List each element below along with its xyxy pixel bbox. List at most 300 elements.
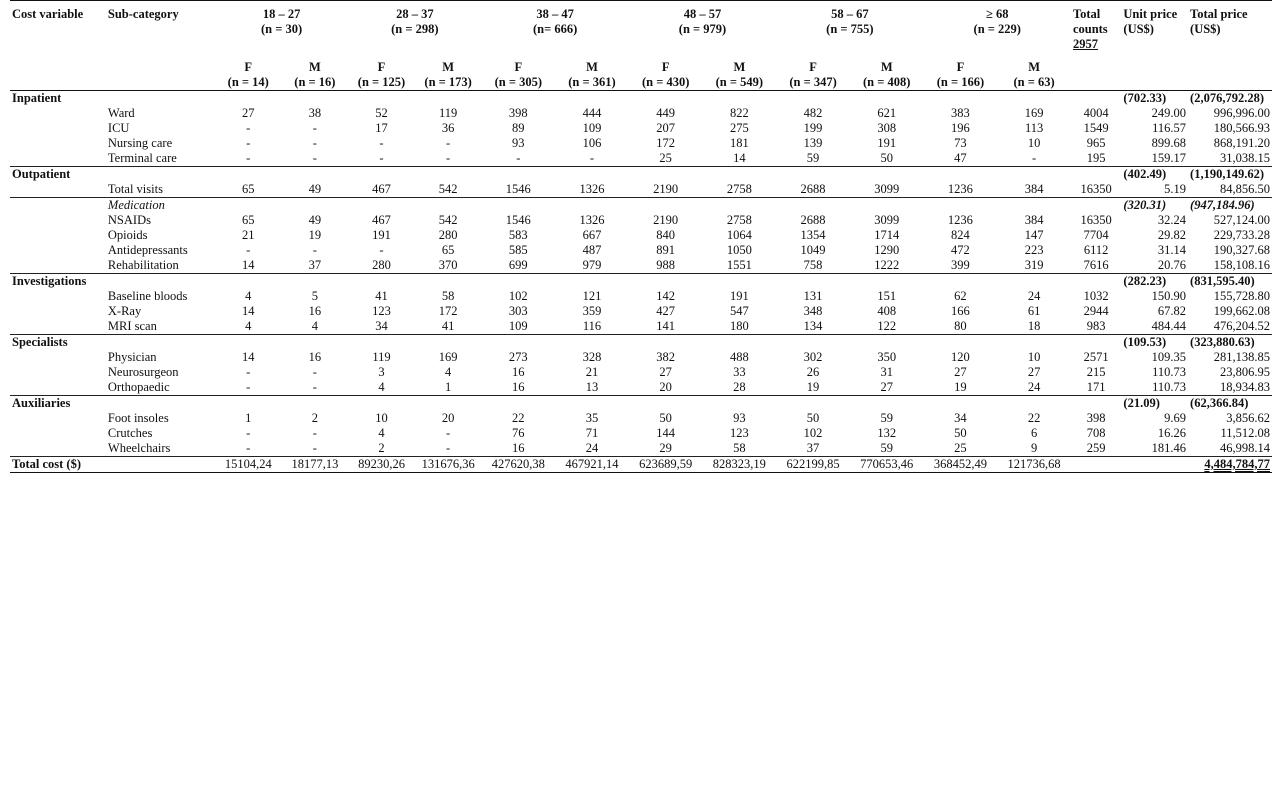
empty-cell xyxy=(703,396,777,412)
empty-cell xyxy=(997,396,1071,412)
total-counts-value: 2957 xyxy=(1072,37,1098,51)
unit-price: 899.68 xyxy=(1151,136,1187,150)
count-cell: 34 xyxy=(375,319,388,333)
empty-cell xyxy=(106,457,215,473)
count-cell: 59 xyxy=(880,441,893,455)
total-price: (831,595.40) xyxy=(1188,274,1272,290)
count-cell: 2 xyxy=(311,411,318,425)
unit-price: 181.46 xyxy=(1151,441,1187,455)
unit-price: 484.44 xyxy=(1151,319,1187,333)
count-cell: - xyxy=(246,151,251,165)
subcategory-label: Neurosurgeon xyxy=(107,365,179,379)
sex-n: (n = 14) xyxy=(227,75,269,89)
unit-price: 110.73 xyxy=(1152,380,1187,394)
total-count: 259 xyxy=(1086,441,1106,455)
count-cell: - xyxy=(1032,151,1037,165)
empty-cell xyxy=(924,167,998,183)
age-range: 58 – 67 xyxy=(831,7,869,21)
count-cell: 280 xyxy=(372,258,391,272)
count-cell: 50 xyxy=(659,411,672,425)
count-cell: 1714 xyxy=(874,228,900,242)
total-price: 190,327.68 xyxy=(1213,243,1270,257)
count-cell: 58 xyxy=(733,441,746,455)
age-n: (n= 666) xyxy=(532,22,578,36)
total-count: 215 xyxy=(1086,365,1106,379)
count-cell: 50 xyxy=(880,151,893,165)
table-row xyxy=(10,151,1272,167)
header-blank xyxy=(1188,52,1272,91)
sex-n: (n = 305) xyxy=(494,75,542,89)
count-cell: - xyxy=(516,151,521,165)
empty-cell xyxy=(415,396,482,412)
unit-price: 9.69 xyxy=(1164,411,1187,425)
count-cell: 65 xyxy=(242,213,255,227)
total-price: 229,733.28 xyxy=(1213,228,1270,242)
total-cost-cell: 467921,14 xyxy=(555,457,629,473)
count-cell: 487 xyxy=(582,243,602,257)
header-sex-col xyxy=(924,52,998,91)
count-cell: 10 xyxy=(1027,350,1041,364)
empty-cell xyxy=(1071,167,1121,183)
count-cell: 16 xyxy=(308,304,322,318)
count-cell: 467 xyxy=(372,213,391,227)
section-row xyxy=(10,91,1272,107)
empty-cell xyxy=(481,274,555,290)
empty-cell xyxy=(348,396,415,412)
empty-cell xyxy=(215,396,282,412)
empty-cell xyxy=(850,396,924,412)
subcategory-label: Opioids xyxy=(107,228,148,242)
empty-cell xyxy=(776,198,850,214)
count-cell: 58 xyxy=(441,289,455,303)
age-n: (n = 229) xyxy=(973,22,1021,36)
count-cell: 382 xyxy=(656,350,676,364)
count-cell: 113 xyxy=(1024,121,1044,135)
count-cell: 199 xyxy=(803,121,823,135)
header-sex-col xyxy=(282,52,349,91)
count-cell: 223 xyxy=(1024,243,1044,257)
section-label: Outpatient xyxy=(10,167,106,183)
count-cell: 840 xyxy=(656,228,676,242)
count-cell: 36 xyxy=(441,121,455,135)
count-cell: 542 xyxy=(438,213,458,227)
subcategory-label: Physician xyxy=(107,350,157,364)
count-cell: 1 xyxy=(445,380,452,394)
count-cell: 427 xyxy=(656,304,676,318)
sex-label: M xyxy=(733,60,746,74)
total-count: 171 xyxy=(1086,380,1106,394)
empty-cell xyxy=(10,243,106,258)
count-cell: 16 xyxy=(512,380,525,394)
count-cell: 89 xyxy=(512,121,525,135)
count-cell: 196 xyxy=(951,121,970,135)
total-cost-cell: 18177,13 xyxy=(282,457,349,473)
total-cost-cell: 622199,85 xyxy=(776,457,850,473)
subcategory-label: Rehabilitation xyxy=(107,258,179,272)
count-cell: 59 xyxy=(880,411,893,425)
count-cell: 384 xyxy=(1024,182,1044,196)
count-cell: 27 xyxy=(242,106,255,120)
unit-price: 150.90 xyxy=(1151,289,1187,303)
empty-cell xyxy=(555,167,629,183)
count-cell: 80 xyxy=(954,319,967,333)
total-count: 7616 xyxy=(1083,258,1109,272)
count-cell: 180 xyxy=(729,319,749,333)
table-row xyxy=(10,350,1272,365)
count-cell: 891 xyxy=(656,243,676,257)
empty-cell xyxy=(629,91,703,107)
total-price: 11,512.08 xyxy=(1220,426,1270,440)
total-price: 46,998.14 xyxy=(1220,441,1270,455)
count-cell: 71 xyxy=(585,426,599,440)
count-cell: 1326 xyxy=(579,182,605,196)
subcategory-label: Medication xyxy=(106,198,215,214)
sex-n: (n = 125) xyxy=(357,75,406,89)
count-cell: 482 xyxy=(803,106,823,120)
table-row xyxy=(10,228,1272,243)
count-cell: 1354 xyxy=(800,228,826,242)
subcategory-label: Nursing care xyxy=(107,136,173,150)
count-cell: - xyxy=(312,441,317,455)
count-cell: 93 xyxy=(733,411,746,425)
section-row xyxy=(10,274,1272,290)
empty-cell xyxy=(415,335,482,351)
count-cell: 699 xyxy=(508,258,528,272)
age-n: (n = 298) xyxy=(391,22,439,36)
header-age-group xyxy=(629,1,776,53)
sex-label: M xyxy=(308,60,321,74)
table-row xyxy=(10,243,1272,258)
total-price: 180,566.93 xyxy=(1213,121,1270,135)
total-counts-label: Total counts xyxy=(1072,7,1108,36)
count-cell: - xyxy=(246,441,251,455)
total-price: 476,204.52 xyxy=(1213,319,1270,333)
table-row xyxy=(10,258,1272,274)
count-cell: - xyxy=(312,121,317,135)
table-row xyxy=(10,319,1272,335)
count-cell: 2758 xyxy=(726,182,752,196)
empty-cell xyxy=(776,274,850,290)
count-cell: 467 xyxy=(372,182,391,196)
count-cell: 370 xyxy=(438,258,458,272)
sex-n: (n = 16) xyxy=(294,75,336,89)
header-cost-variable: Cost variable xyxy=(10,1,106,53)
count-cell: 449 xyxy=(656,106,676,120)
subcategory-label: Ward xyxy=(107,106,135,120)
empty-cell xyxy=(555,274,629,290)
empty-cell xyxy=(415,274,482,290)
subcategory-label: X-Ray xyxy=(107,304,142,318)
count-cell: 25 xyxy=(954,441,967,455)
count-cell: 348 xyxy=(803,304,823,318)
unit-price: (702.33) xyxy=(1121,91,1188,107)
header-subcategory: Sub-category xyxy=(106,1,215,53)
total-price: 23,806.95 xyxy=(1220,365,1270,379)
header-sex-col xyxy=(850,52,924,91)
section-label: Specialists xyxy=(10,335,106,351)
count-cell: - xyxy=(312,380,317,394)
sex-n: (n = 549) xyxy=(715,75,764,89)
empty-cell xyxy=(850,167,924,183)
count-cell: 24 xyxy=(1027,289,1041,303)
age-range: 18 – 27 xyxy=(262,7,301,21)
empty-cell xyxy=(997,167,1071,183)
count-cell: - xyxy=(446,136,451,150)
header-row-age xyxy=(10,1,1272,53)
empty-cell xyxy=(481,396,555,412)
count-cell: 399 xyxy=(951,258,970,272)
count-cell: 19 xyxy=(308,228,322,242)
empty-cell xyxy=(997,91,1071,107)
empty-cell xyxy=(10,365,106,380)
count-cell: 172 xyxy=(438,304,458,318)
count-cell: 24 xyxy=(585,441,599,455)
empty-cell xyxy=(106,91,215,107)
count-cell: 1326 xyxy=(579,213,605,227)
sex-label: M xyxy=(880,60,893,74)
header-age-group xyxy=(348,1,481,53)
count-cell: 4 xyxy=(378,380,385,394)
empty-cell xyxy=(10,136,106,151)
empty-cell xyxy=(282,396,349,412)
age-n: (n = 979) xyxy=(678,22,727,36)
count-cell: 359 xyxy=(582,304,602,318)
count-cell: 166 xyxy=(951,304,970,318)
empty-cell xyxy=(850,335,924,351)
count-cell: 2758 xyxy=(726,213,752,227)
count-cell: 16 xyxy=(308,350,322,364)
total-price: (62,366.84) xyxy=(1188,396,1272,412)
table-row xyxy=(10,106,1272,121)
section-label: Inpatient xyxy=(10,91,106,107)
count-cell: 120 xyxy=(951,350,970,364)
count-cell: 1236 xyxy=(947,213,973,227)
count-cell: 585 xyxy=(508,243,528,257)
total-cost-cell: 89230,26 xyxy=(348,457,415,473)
sex-n: (n = 347) xyxy=(789,75,837,89)
subcategory-label: Wheelchairs xyxy=(107,441,171,455)
total-cost-cell: 368452,49 xyxy=(924,457,998,473)
count-cell: 979 xyxy=(582,258,602,272)
empty-cell xyxy=(106,167,215,183)
count-cell: - xyxy=(246,136,251,150)
count-cell: 41 xyxy=(441,319,455,333)
sex-label: M xyxy=(1028,60,1040,74)
table-row xyxy=(10,198,1272,214)
unit-price: 109.35 xyxy=(1151,350,1187,364)
count-cell: 141 xyxy=(656,319,676,333)
count-cell: 488 xyxy=(729,350,749,364)
count-cell: 27 xyxy=(1027,365,1041,379)
total-price: 3,856.62 xyxy=(1226,411,1270,425)
empty-cell xyxy=(629,198,703,214)
count-cell: - xyxy=(312,365,317,379)
count-cell: 132 xyxy=(877,426,897,440)
empty-cell xyxy=(629,396,703,412)
count-cell: 37 xyxy=(806,441,820,455)
age-range: ≥ 68 xyxy=(986,7,1009,21)
unit-price: 159.17 xyxy=(1151,151,1187,165)
count-cell: - xyxy=(246,380,251,394)
empty-cell xyxy=(555,91,629,107)
empty-cell xyxy=(215,198,282,214)
count-cell: 181 xyxy=(729,136,749,150)
total-count: 16350 xyxy=(1080,213,1112,227)
count-cell: 2 xyxy=(378,441,385,455)
count-cell: 27 xyxy=(880,380,893,394)
empty-cell xyxy=(924,274,998,290)
unit-price: 110.73 xyxy=(1152,365,1187,379)
count-cell: 16 xyxy=(512,365,525,379)
total-price: (323,880.63) xyxy=(1188,335,1272,351)
total-count: 965 xyxy=(1086,136,1106,150)
header-total-price: Total price (US$) xyxy=(1188,1,1272,53)
subcategory-label: NSAIDs xyxy=(107,213,151,227)
count-cell: 131 xyxy=(803,289,823,303)
subcategory-label: Crutches xyxy=(107,426,153,440)
header-blank xyxy=(10,52,106,91)
empty-cell xyxy=(348,274,415,290)
count-cell: 33 xyxy=(733,365,746,379)
count-cell: 4 xyxy=(445,365,452,379)
sex-label: M xyxy=(442,60,455,74)
total-count: 1549 xyxy=(1083,121,1109,135)
count-cell: 824 xyxy=(951,228,970,242)
count-cell: 123 xyxy=(729,426,749,440)
count-cell: 29 xyxy=(659,441,672,455)
count-cell: 28 xyxy=(733,380,746,394)
total-price: 996,996.00 xyxy=(1213,106,1270,120)
count-cell: 19 xyxy=(806,380,820,394)
count-cell: 10 xyxy=(1027,136,1041,150)
count-cell: 24 xyxy=(1027,380,1041,394)
cost-table xyxy=(10,0,1272,473)
count-cell: 303 xyxy=(508,304,528,318)
empty-cell xyxy=(348,91,415,107)
empty-cell xyxy=(629,274,703,290)
empty-cell xyxy=(10,304,106,319)
total-count: 16350 xyxy=(1080,182,1112,196)
empty-cell xyxy=(703,274,777,290)
count-cell: 14 xyxy=(733,151,746,165)
count-cell: 384 xyxy=(1024,213,1044,227)
count-cell: 134 xyxy=(803,319,823,333)
count-cell: - xyxy=(312,136,317,150)
header-sex-col xyxy=(555,52,629,91)
sex-n: (n = 166) xyxy=(936,75,985,89)
empty-cell xyxy=(997,335,1071,351)
count-cell: 472 xyxy=(951,243,970,257)
count-cell: 19 xyxy=(954,380,967,394)
header-row-sex xyxy=(10,52,1272,91)
count-cell: 273 xyxy=(508,350,528,364)
header-age-group xyxy=(924,1,1071,53)
count-cell: - xyxy=(246,121,251,135)
count-cell: 20 xyxy=(441,411,455,425)
subcategory-label: Terminal care xyxy=(107,151,177,165)
header-total-counts xyxy=(1071,1,1121,53)
count-cell: 26 xyxy=(806,365,820,379)
header-age-group xyxy=(215,1,348,53)
count-cell: 109 xyxy=(582,121,602,135)
sex-n: (n = 408) xyxy=(863,75,911,89)
count-cell: 207 xyxy=(656,121,676,135)
count-cell: 1551 xyxy=(726,258,752,272)
empty-cell xyxy=(282,167,349,183)
unit-price: 32.24 xyxy=(1157,213,1187,227)
total-cost-cell: 131676,36 xyxy=(415,457,482,473)
empty-cell xyxy=(703,167,777,183)
empty-cell xyxy=(10,426,106,441)
count-cell: 547 xyxy=(729,304,749,318)
count-cell: 308 xyxy=(877,121,897,135)
count-cell: 5 xyxy=(311,289,318,303)
cost-table-container xyxy=(10,0,1272,473)
age-range: 48 – 57 xyxy=(683,7,722,21)
count-cell: 1236 xyxy=(947,182,973,196)
sex-label: F xyxy=(514,60,523,74)
total-price: 18,934.83 xyxy=(1220,380,1270,394)
sex-label: F xyxy=(377,60,386,74)
total-price: 158,108.16 xyxy=(1213,258,1270,272)
count-cell: 2688 xyxy=(800,213,826,227)
table-row xyxy=(10,182,1272,198)
empty-cell xyxy=(629,167,703,183)
subcategory-label: Foot insoles xyxy=(107,411,169,425)
empty-cell xyxy=(10,380,106,396)
total-cost-cell: 828323,19 xyxy=(703,457,777,473)
empty-cell xyxy=(10,182,106,198)
empty-cell xyxy=(555,198,629,214)
count-cell: 65 xyxy=(441,243,455,257)
total-price: 199,662.08 xyxy=(1213,304,1270,318)
table-row xyxy=(10,365,1272,380)
count-cell: 1290 xyxy=(874,243,900,257)
count-cell: 444 xyxy=(582,106,602,120)
empty-cell xyxy=(1071,396,1121,412)
section-row xyxy=(10,396,1272,412)
count-cell: 151 xyxy=(877,289,897,303)
count-cell: 35 xyxy=(585,411,599,425)
total-price: 281,138.85 xyxy=(1213,350,1270,364)
unit-price: 16.26 xyxy=(1157,426,1187,440)
count-cell: - xyxy=(446,151,451,165)
count-cell: - xyxy=(246,426,251,440)
count-cell: 302 xyxy=(803,350,823,364)
total-label: Total cost ($) xyxy=(10,457,106,473)
sex-label: F xyxy=(809,60,817,74)
count-cell: - xyxy=(246,243,251,257)
empty-cell xyxy=(106,335,215,351)
total-count: 7704 xyxy=(1083,228,1109,242)
header-blank xyxy=(106,52,215,91)
empty-cell xyxy=(10,319,106,335)
count-cell: 1546 xyxy=(505,213,531,227)
count-cell: 122 xyxy=(877,319,897,333)
total-cost-cell: 770653,46 xyxy=(850,457,924,473)
total-price: 84,856.50 xyxy=(1220,182,1270,196)
count-cell: 1050 xyxy=(726,243,752,257)
count-cell: 20 xyxy=(659,380,672,394)
empty-cell xyxy=(10,350,106,365)
empty-cell xyxy=(555,335,629,351)
table-row xyxy=(10,121,1272,136)
empty-cell xyxy=(106,396,215,412)
count-cell: 16 xyxy=(512,441,525,455)
total-price: 155,728.80 xyxy=(1213,289,1270,303)
table-row xyxy=(10,136,1272,151)
subcategory-label: Total visits xyxy=(107,182,163,196)
